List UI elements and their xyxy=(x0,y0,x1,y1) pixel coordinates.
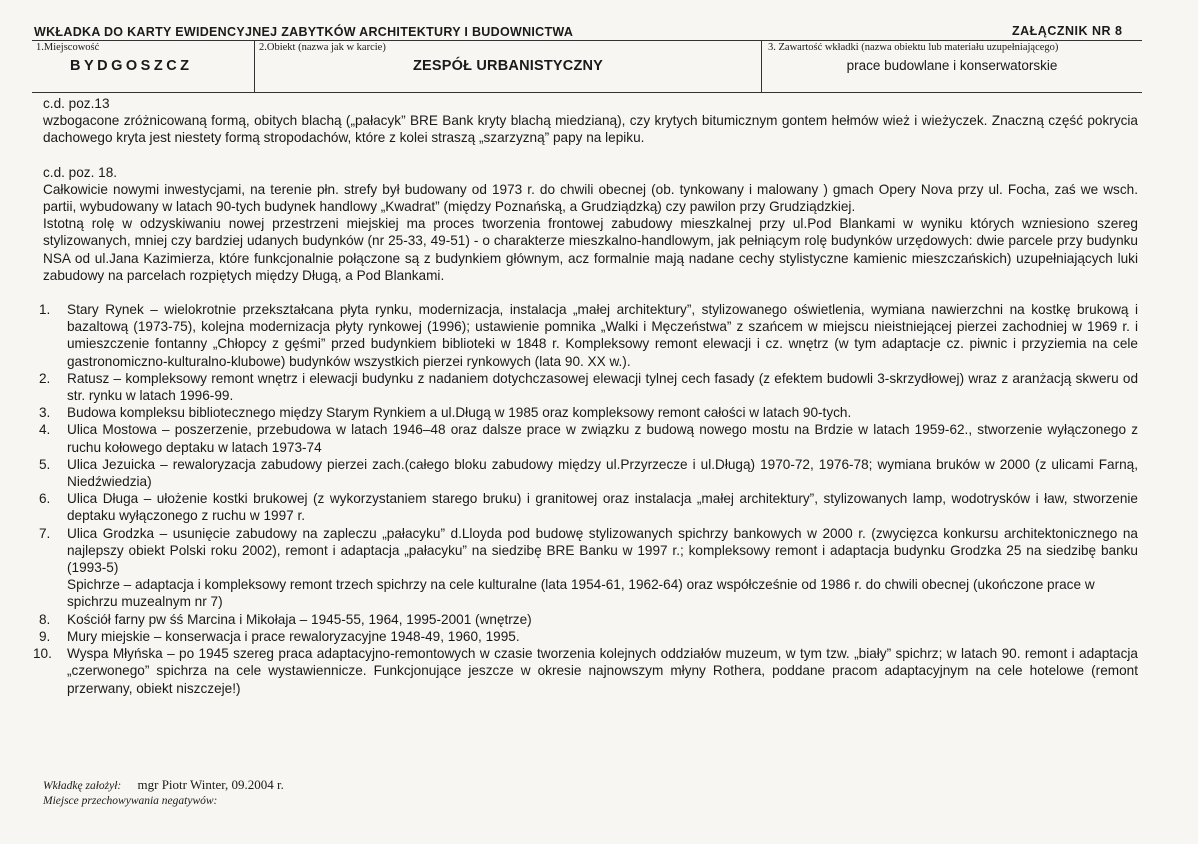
item-number: 7. xyxy=(39,525,51,541)
section18-para1: Całkowicie nowymi inwestycjami, na terenie płn. strefy był budowany od 1973 r. do chwili obecnej (ob. tynkowany i malowany ) gmach Opery Nova przy ul. Focha, zaś we wsch. partii, wybudowany w latach 90-tych budynek handlowy „Kwadrat” (między Poznańską, a Grudziądzką) czy pawilon przy Grudziądzkiej. xyxy=(43,181,1138,215)
locality-cell xyxy=(32,40,255,92)
item-text: Kościół farny pw śś Marcina i Mikołaja – 1945-55, 1964, 1995-2001 (wnętrze) xyxy=(67,611,532,627)
item-number: 6. xyxy=(39,491,51,507)
item-number: 2. xyxy=(39,370,51,386)
content-cell xyxy=(762,40,1142,92)
document-title: WKŁADKA DO KARTY EWIDENCYJNEJ ZABYTKÓW ARCHITEKTURY I BUDOWNICTWA xyxy=(34,25,574,39)
list-item xyxy=(33,645,1138,697)
item-text: Ratusz – kompleksowy remont wnętrz i elewacji budynku z nadaniem dotychczasowej elewacji tylnej cech fasady (z efektem budowli 3-skrzydłowej) wraz z aranżacją skweru od str. rynku w latach 1996-99. xyxy=(67,370,1138,404)
section13-text: wzbogacone zróżnicowaną formą, obitych blachą („pałacyk” BRE Bank kryty blachą miedzianą), czy krytych bitumicznym gontem hełmów wież i wieżyczek. Znaczną część pokrycia dachowego kryta jest niestety formą stropodachów, które z kolei straszą „szarzyzną” papy na lepiku. xyxy=(43,113,1138,146)
item-subtext: Spichrze – adaptacja i kompleksowy remont trzech spichrzy na cele kulturalne (lata 1954-61, 1962-64) oraz współcześnie od 1986 r. do chwili obecnej (ukończone prace w spichrzu muzealnym nr 7) xyxy=(67,577,1095,610)
annex-number: ZAŁĄCZNIK NR 8 xyxy=(1012,24,1123,38)
locality-label: 1.Miejscowość xyxy=(36,42,100,53)
content-value: prace budowlane i konserwatorskie xyxy=(846,58,1058,73)
spacer xyxy=(43,284,1138,301)
object-cell xyxy=(255,40,762,92)
item-text: Ulica Grodzka – usunięcie zabudowy na zapleczu „pałacyku” d.Lloyda pod budowę stylizowanych spichrzy bankowych w 2000 r. (zwycięzca konkursu architektonicznego na najlepszy obiekt Polski roku 2002), remont i adaptacja „pałacyku” na siedzibę BRE Banku w 1997 r.; kompleksowy remont i adaptacja budynku Grodzka 25 na siedzibę banku (1993-5) xyxy=(67,525,1138,576)
list-item xyxy=(39,421,1138,455)
list-item xyxy=(39,370,1138,404)
section18-heading: c.d. poz. 18. xyxy=(43,164,118,180)
content-label: 3. Zawartość wkładki (nazwa obiektu lub materiału uzupełniającego) xyxy=(768,42,1059,53)
author-row xyxy=(43,777,284,793)
item-number: 9. xyxy=(39,628,51,644)
item-text: Budowa kompleksu bibliotecznego między Starym Rynkiem a ul.Długą w 1985 oraz kompleksowy remont całości w latach 90-tych. xyxy=(67,405,852,421)
item-number: 8. xyxy=(39,611,51,627)
list-item xyxy=(39,301,1138,370)
item-number: 4. xyxy=(39,422,51,438)
list-item xyxy=(39,404,1138,421)
item-text: Wyspa Młyńska – po 1945 szereg praca adaptacyjno-remontowych w czasie tworzenia kolejnych oddziałów muzeum, w tym tzw. „biały” spichrz; w latach 90. remont i adaptacja „czerwonego” spichrza na cele wystawiennicze. Funkcjonujące jeszcze w okresie najnowszym młyny Rothera, poddane pracom adaptacyjnym na cele hotelowe (remont przerwany, obiekt niszczeje!) xyxy=(67,646,1138,696)
item-number: 3. xyxy=(39,405,51,421)
list-item xyxy=(39,490,1138,524)
spacer xyxy=(43,147,1138,164)
object-value: ZESPÓŁ URBANISTYCZNY xyxy=(412,58,604,74)
locality-value: BYDGOSZCZ xyxy=(70,58,193,74)
item-text: Stary Rynek – wielokrotnie przekształcana płyta rynku, modernizacja, instalacja „małej architektury”, stylizowanego oświetlenia, wymiana nawierzchni na kostkę brukową i bazaltową (1973-75), kolejna modernizacja płyty rynkowej (1996); ustawienie pomnika „Walki i Męczeństwa” z szańcem w miejscu nieistniejącej pierzei zachodniej w 1969 r. i umieszczenie fontanny „Chłopcy z gęśmi” przed budynkiem biblioteki w 1848 r. Kompleksowy remont elewacji i cz. wnętrz (w tym adaptacje cz. piwnic i przyziemia na cele gastronomiczno-kulturalno-klubowe) budynków wszystkich pierzei rynkowych (lata 90. XX w.). xyxy=(67,302,1138,369)
item-number: 5. xyxy=(39,456,51,472)
item-number: 10. xyxy=(33,646,52,662)
document-body xyxy=(33,95,1138,697)
list-item xyxy=(39,525,1138,611)
list-item xyxy=(39,628,1138,645)
section13-heading: c.d. poz.13 xyxy=(43,96,110,111)
works-list xyxy=(33,301,1138,697)
item-text: Ulica Długa – ułożenie kostki brukowej (z wykorzystaniem starego bruku) i granitowej oraz instalacja „małej architektury”, stylizowanych lamp, wodotrysków i ław, stworzenie deptaku wyłączonego z ruchu w 1997 r. xyxy=(67,491,1138,524)
author-value: mgr Piotr Winter, 09.2004 r. xyxy=(137,777,284,792)
list-item xyxy=(39,456,1138,490)
item-text: Ulica Jezuicka – rewaloryzacja zabudowy pierzei zach.(całego bloku zabudowy między ul.Przyrzecze i ul.Długą) 1970-72, 1976-78; wymiana bruków w 2000 (z ulicami Farną, Niedźwiedzia) xyxy=(67,456,1138,490)
section18-para2: Istotną rolę w odzyskiwaniu nowej przestrzeni miejskiej ma proces tworzenia frontowej zabudowy mieszkalnej przy ul.Pod Blankami w wyniku których wzniesiono szereg stylizowanych, mniej czy bardziej udanych budynków (nr 25-33, 49-51) - o charakterze mieszkalno-handlowym, jak pełniącym rolę budynków urzędowych: dwie parcele przy budynku NSA od ul.Jana Kazimierza, które funkcjonalnie połączone są z budynkiem głównym, acz formalnie mają nadane cechy stylistyczne kamienic mieszczańskich) uzupełniających luki zabudowy na parcelach rozpiętych między Długą, a Pod Blankami. xyxy=(43,216,1138,283)
author-label: Wkładkę założył: xyxy=(43,780,122,792)
object-label: 2.Obiekt (nazwa jak w karcie) xyxy=(259,42,386,53)
item-text: Ulica Mostowa – poszerzenie, przebudowa w latach 1946–48 oraz dalsze prace w związku z budową nowego mostu na Brdzie w latach 1959-62., stworzenie wyłączonego z ruchu kołowego deptaku w latach 1973-74 xyxy=(67,422,1138,455)
list-item xyxy=(39,611,1138,628)
header-table xyxy=(32,40,1142,93)
item-number: 1. xyxy=(39,302,51,318)
document-footer xyxy=(43,777,284,807)
storage-label: Miejsce przechowywania negatywów: xyxy=(43,795,218,807)
item-text: Mury miejskie – konserwacja i prace rewaloryzacyjne 1948-49, 1960, 1995. xyxy=(67,628,520,644)
